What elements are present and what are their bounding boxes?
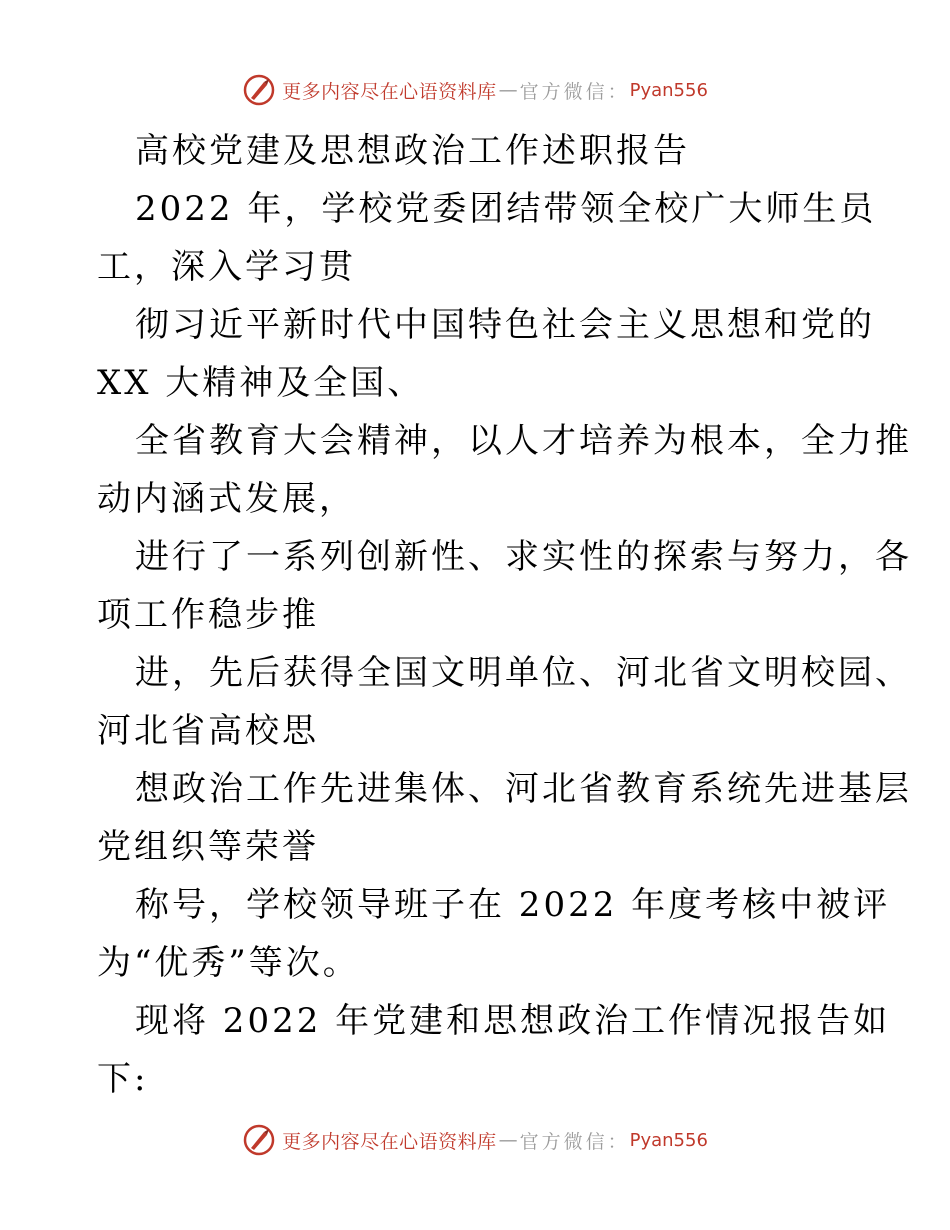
quill-pen-circle-icon xyxy=(242,73,276,107)
paragraph-line: 河北省高校思 xyxy=(97,711,319,751)
paragraph-line: 为“优秀”等次。 xyxy=(97,943,360,983)
document-body xyxy=(97,122,912,1108)
footer-watermark xyxy=(0,1120,950,1160)
paragraph-line: 项工作稳步推 xyxy=(97,595,319,635)
watermark-wechat-id: Pyan556 xyxy=(629,1129,708,1151)
paragraph-line: 现将 2022 年党建和思想政治工作情况报告如 xyxy=(135,1001,891,1041)
paragraph-line: XX 大精神及全国、 xyxy=(97,363,425,403)
paragraph-line: 想政治工作先进集体、河北省教育系统先进基层 xyxy=(135,769,912,809)
paragraph-line: 称号，学校领导班子在 2022 年度考核中被评 xyxy=(135,885,891,925)
paragraph-line: 进行了一系列创新性、求实性的探索与努力，各 xyxy=(135,537,912,577)
watermark-main-text: 更多内容尽在心语资料库 xyxy=(282,80,497,103)
watermark-separator: — xyxy=(498,1129,518,1151)
watermark-wechat-label: 官方微信： xyxy=(519,80,630,103)
quill-pen-circle-icon xyxy=(242,1123,276,1157)
paragraph-line: 进，先后获得全国文明单位、河北省文明校园、 xyxy=(135,653,912,693)
paragraph-line: 工，深入学习贯 xyxy=(97,247,356,287)
paragraph-line: 2022 年，学校党委团结带领全校广大师生员 xyxy=(135,189,877,229)
paragraph-line: 全省教育大会精神，以人才培养为根本，全力推 xyxy=(135,421,912,461)
header-watermark xyxy=(0,70,950,110)
watermark-separator: — xyxy=(498,79,518,101)
paragraph-line: 下: xyxy=(97,1059,149,1099)
paragraph-line: 党组织等荣誉 xyxy=(97,827,319,867)
document-title: 高校党建及思想政治工作述职报告 xyxy=(135,131,690,171)
paragraph-line: 动内涵式发展， xyxy=(97,479,356,519)
watermark-wechat-id: Pyan556 xyxy=(629,79,708,101)
watermark-main-text: 更多内容尽在心语资料库 xyxy=(282,1130,497,1153)
paragraph-line: 彻习近平新时代中国特色社会主义思想和党的 xyxy=(135,305,875,345)
watermark-wechat-label: 官方微信： xyxy=(519,1130,630,1153)
